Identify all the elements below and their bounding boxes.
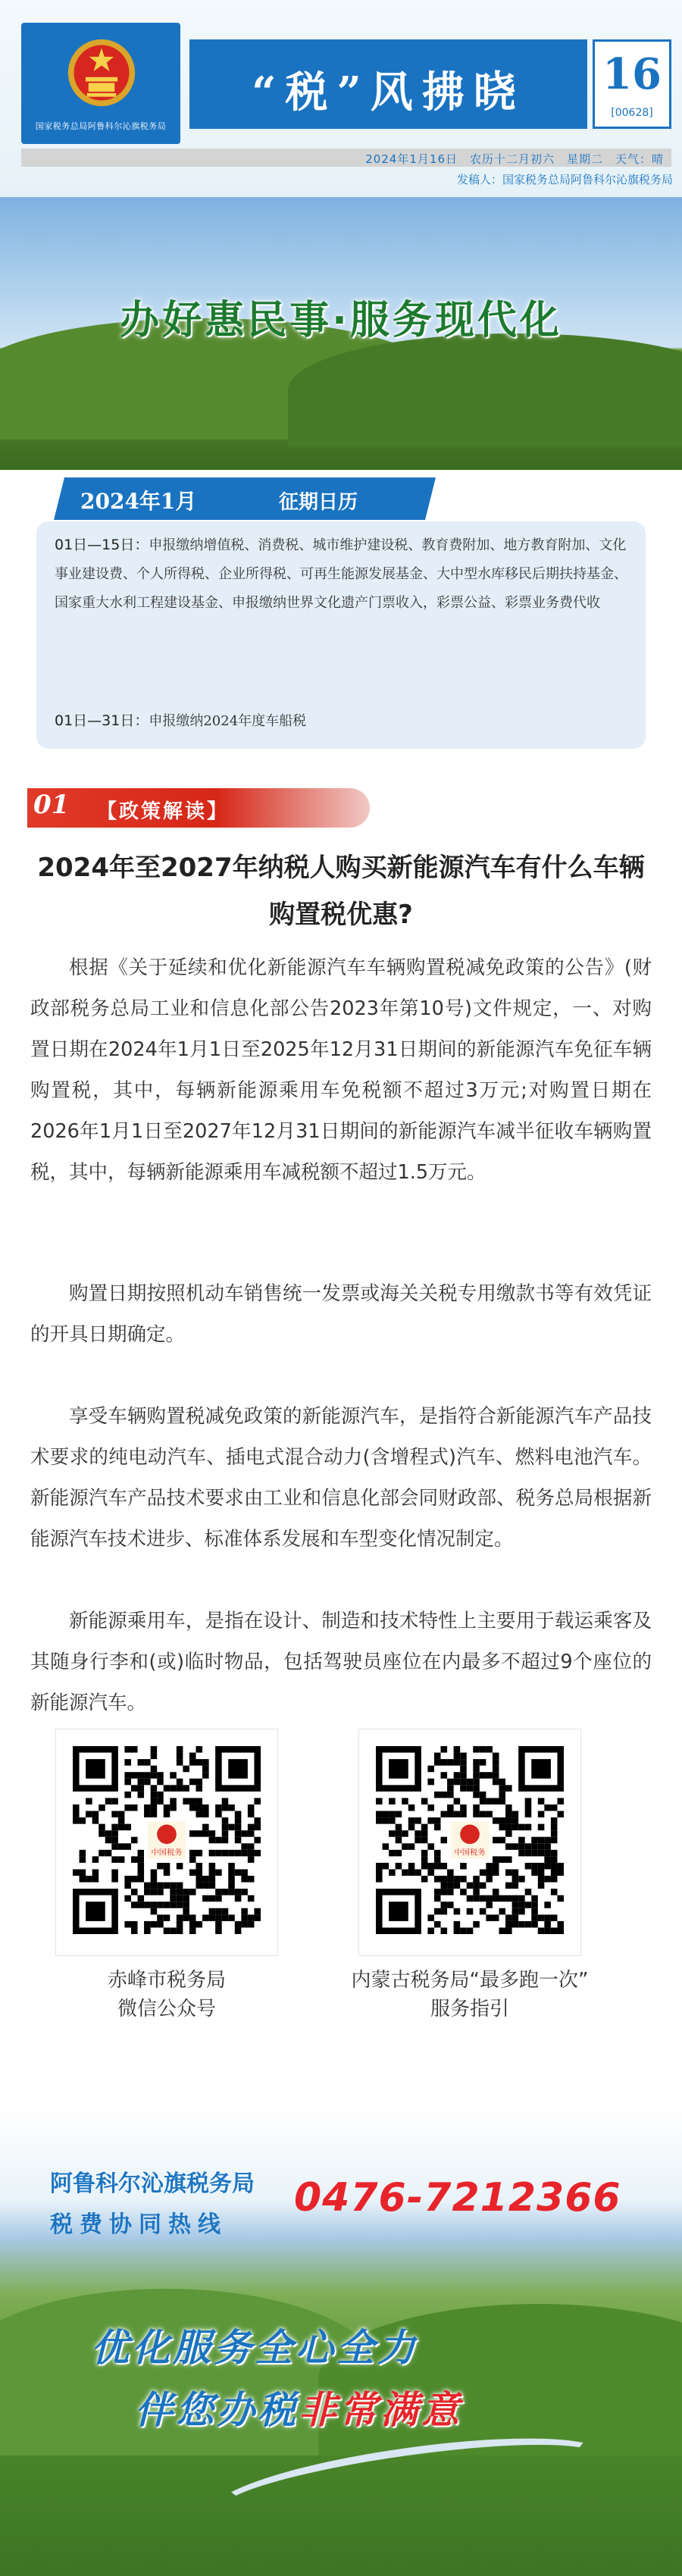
article-title: 2024年至2027年纳税人购买新能源汽车有什么车辆购置税优惠? <box>37 853 645 930</box>
section-number: 01 <box>33 790 70 820</box>
calendar-item-text: 申报缴纳2024年度车船税 <box>149 713 307 729</box>
calendar-item-date: 01日—15日： <box>55 537 149 553</box>
qr-caption <box>326 1966 614 2024</box>
issuer-line: 发稿人：国家税务总局阿鲁科尔沁旗税务局 <box>456 173 673 186</box>
emblem-caption: 国家税务总局阿鲁科尔沁旗税务局 <box>35 121 167 131</box>
hotline-label: 税费协同热线 <box>50 2211 227 2238</box>
article-paragraph: 新能源乘用车，是指在设计、制造和技术特性上主要用于载运乘客及其随身行李和(或)临时物品，包括驾驶员座位在内最多不超过9个座位的新能源汽车。 <box>30 1610 652 1714</box>
qr-center-logo-text: 中国税务 <box>454 1848 486 1858</box>
hotline-org: 阿鲁科尔沁旗税务局 <box>50 2171 255 2197</box>
masthead <box>0 0 682 197</box>
calendar-item <box>55 706 630 736</box>
calendar-item <box>55 531 630 618</box>
calendar-item-date: 01日—31日： <box>55 712 149 729</box>
calendar-box <box>36 521 646 749</box>
tax-emblem-icon <box>65 36 138 109</box>
calendar-label: 征期日历 <box>279 491 358 514</box>
section-label: 【政策解读】 <box>97 800 230 823</box>
hero-title: 办好惠民事·服务现代化 <box>120 298 562 343</box>
qr-caption-line: 服务指引 <box>430 1998 509 2020</box>
slogan-text: 伴您办税 <box>135 2388 299 2432</box>
masthead-banner <box>189 39 587 129</box>
date-line: 2024年1月16日 农历十二月初六 星期二 天气：晴 <box>365 152 664 166</box>
tax-logo-icon <box>460 1824 480 1844</box>
tax-logo-icon <box>157 1824 177 1844</box>
calendar-item-text: 申报缴纳增值税、消费税、城市维护建设税、教育费附加、地方教育附加、文化事业建设费、个人所得税、企业所得税、可再生能源发展基金、大中型水库移民后期扶持基金、国家重大水利工程建设基金、申报缴纳世界文化遗产门票收入，彩票公益、彩票业务费代收 <box>55 537 627 611</box>
qr-code-icon[interactable] <box>376 1746 564 1934</box>
qr-center-logo-text: 中国税务 <box>151 1848 183 1858</box>
date-bar <box>21 149 671 167</box>
qr-card-wechat[interactable] <box>56 1729 277 1955</box>
emblem-block <box>21 23 180 144</box>
newsletter-title: “税”风拂晓 <box>252 67 525 117</box>
qr-caption-line: 内蒙古税务局“最多跑一次” <box>351 1969 589 1992</box>
calendar-month: 2024年1月 <box>80 489 197 514</box>
article-paragraph: 根据《关于延续和优化新能源汽车车辆购置税减免政策的公告》(财政部税务总局工业和信息化部公告2023年第10号)文件规定，一、对购置日期在2024年1月1日至2025年12月31日期间的新能源汽车免征车辆购置税，其中，每辆新能源乘用车免税额不超过3万元;对购置日期在2026年1月1日至2027年12月31日期间的新能源汽车减半征收车辆购置税，其中，每辆新能源乘用车减税额不超过1.5万元。 <box>30 956 652 1184</box>
article-paragraph: 购置日期按照机动车销售统一发票或海关关税专用缴款书等有效凭证的开具日期确定。 <box>30 1282 652 1346</box>
issue-number: 16 <box>602 49 662 99</box>
slogan-highlight: 非常满意 <box>299 2388 462 2432</box>
qr-caption <box>23 1966 311 2024</box>
issue-box <box>593 39 671 129</box>
slogan-line-2 <box>135 2380 462 2434</box>
slogan-line-1: 优化服务全心全力 <box>91 2326 418 2370</box>
hero-banner <box>0 197 682 470</box>
issue-serial: [00628] <box>611 107 653 119</box>
hotline-number[interactable]: 0476-7212366 <box>294 2175 621 2221</box>
qr-card-service[interactable] <box>359 1729 580 1955</box>
qr-caption-line: 微信公众号 <box>117 1998 216 2020</box>
qr-code-icon[interactable] <box>73 1746 261 1934</box>
qr-caption-line: 赤峰市税务局 <box>107 1969 226 1992</box>
tax-calendar <box>36 477 646 749</box>
article-paragraph: 享受车辆购置税减免政策的新能源汽车，是指符合新能源汽车产品技术要求的纯电动汽车、插电式混合动力(含增程式)汽车、燃料电池汽车。新能源汽车产品技术要求由工业和信息化部会同财政部、税务总局根据新能源汽车技术进步、标准体系发展和车型变化情况制定。 <box>30 1405 652 1551</box>
